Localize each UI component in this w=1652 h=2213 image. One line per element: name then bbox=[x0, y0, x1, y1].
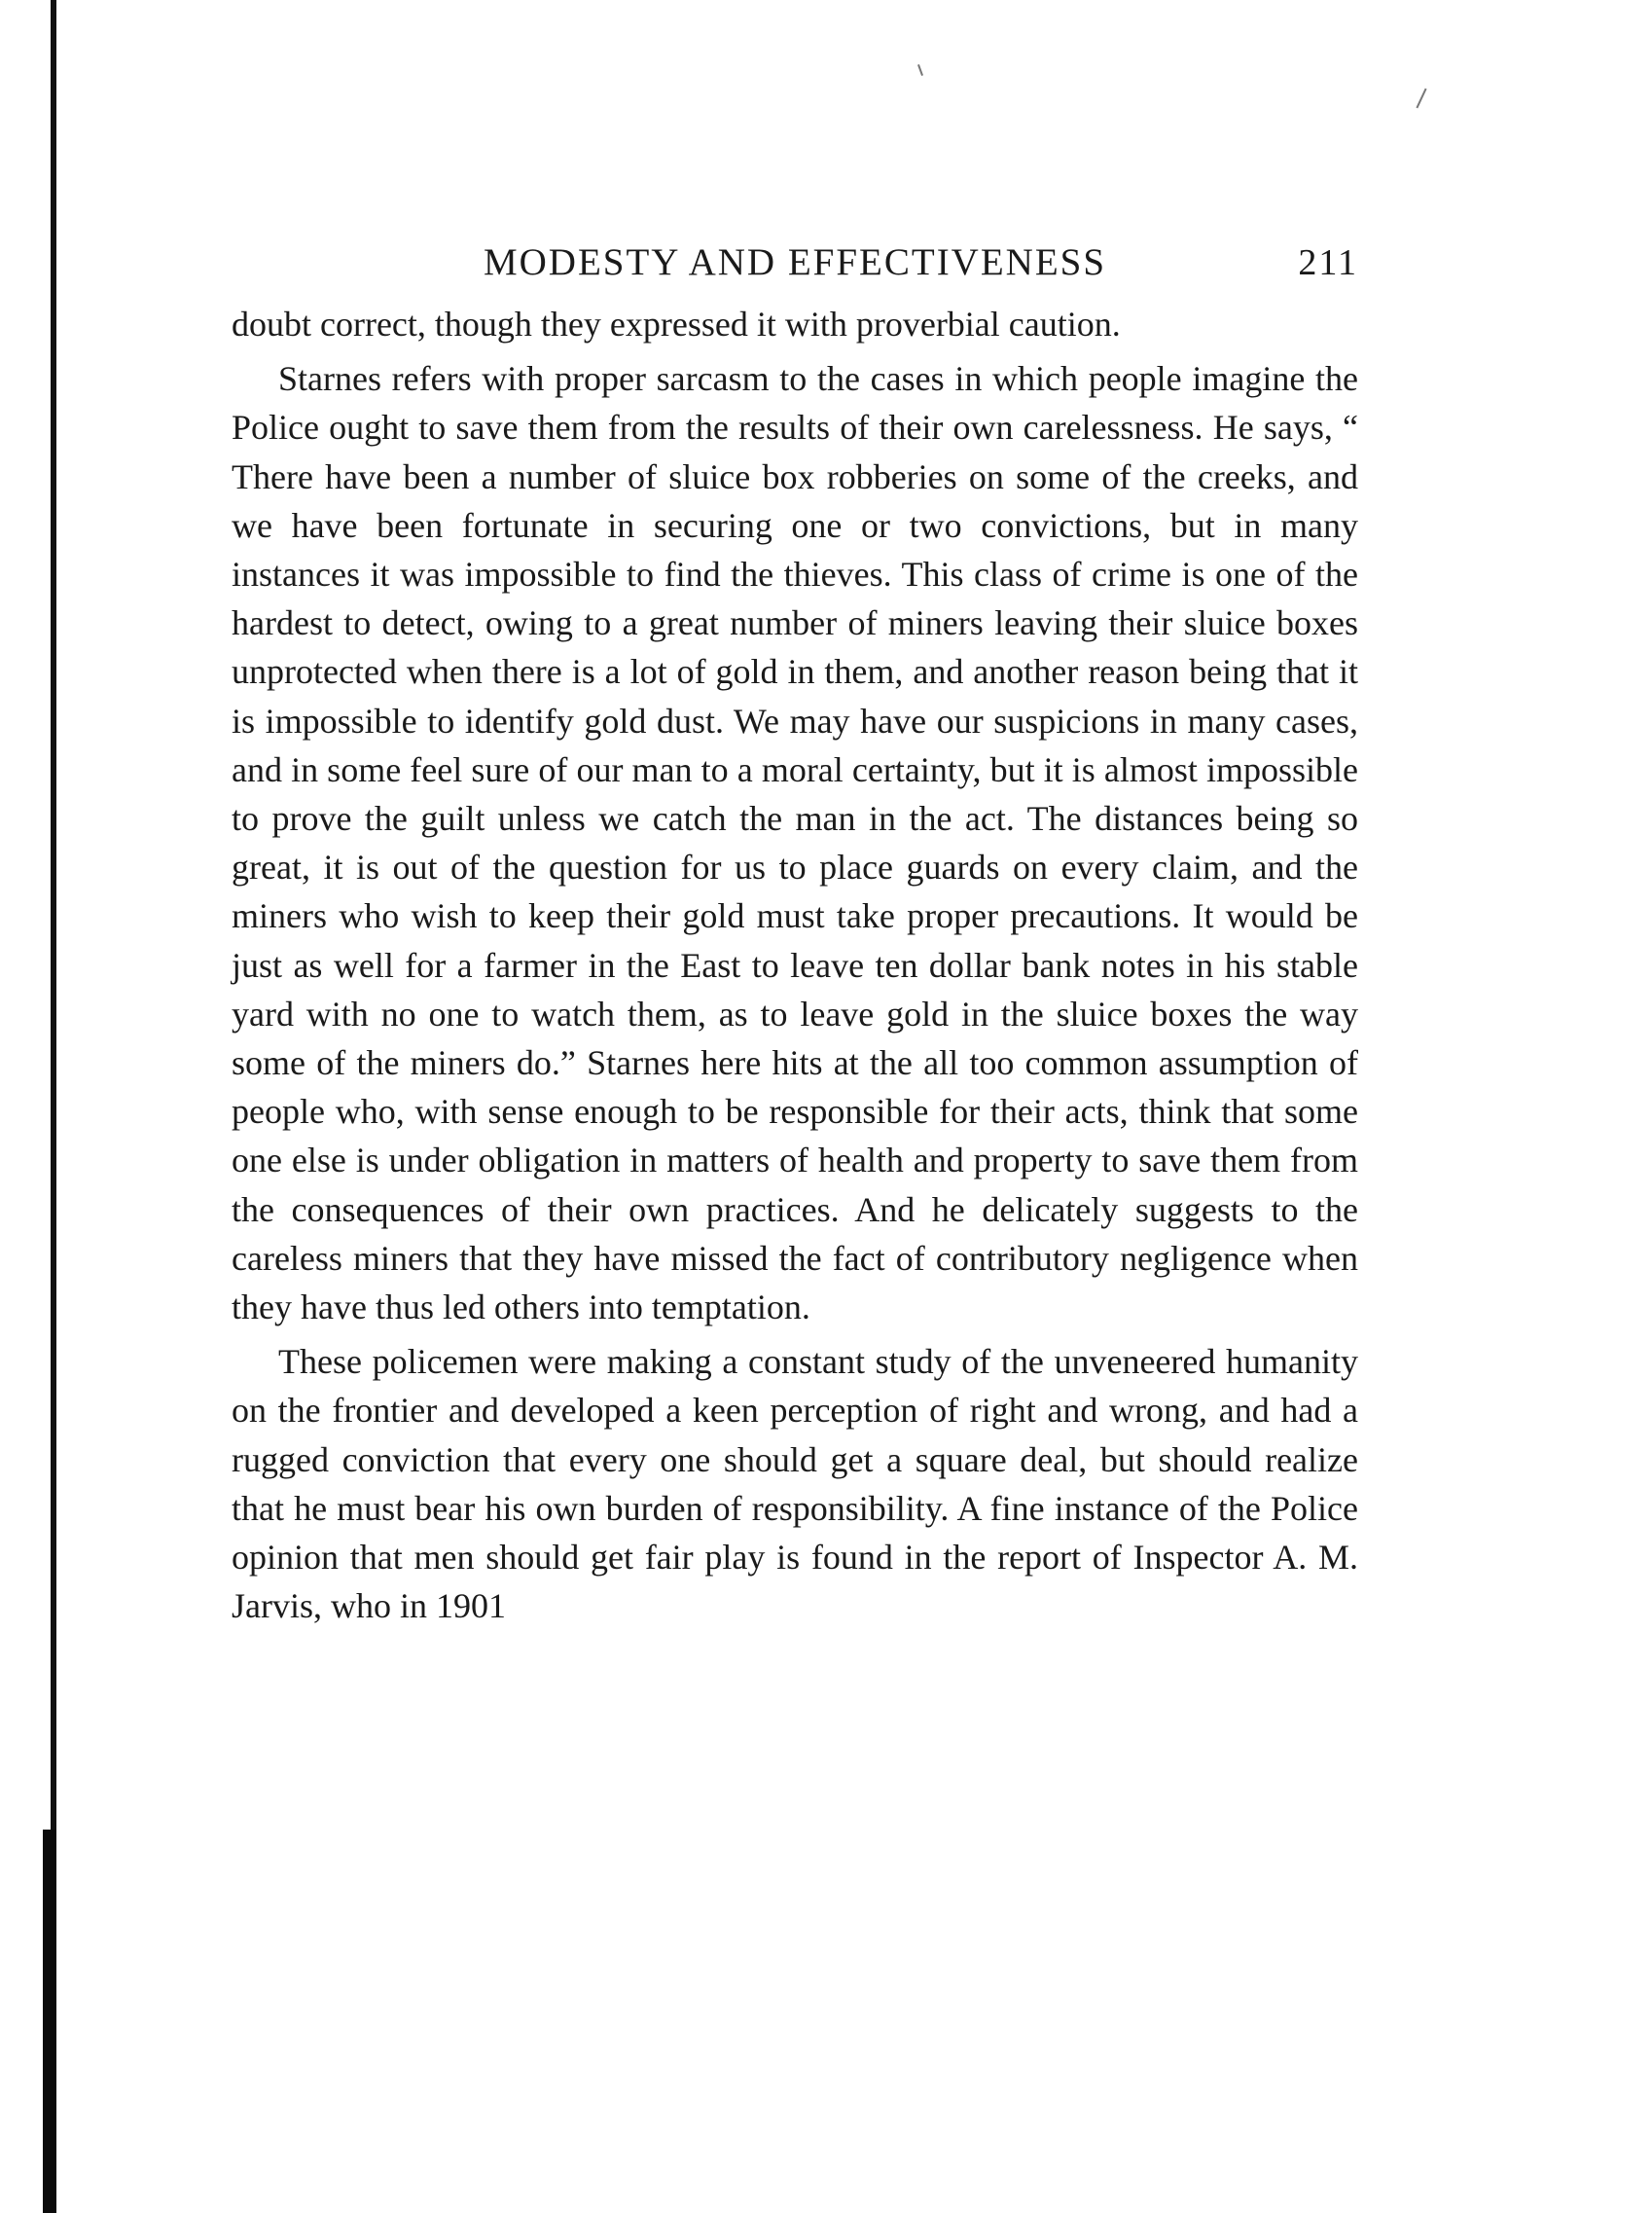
scan-speck bbox=[917, 64, 923, 76]
book-page bbox=[232, 234, 1358, 1630]
page-binding-shadow bbox=[43, 1830, 56, 2213]
paragraph: These policemen were making a constant study of the unveneered humanity on the frontier and developed a keen perception of right and wrong, and had a rugged conviction that every one should get a square deal, but should realize that he must bear his own burden of responsibility. A fine instance of the Police opinion that men should get fair play is found in the report of Inspector A. M. Jarvis, who in 1901 bbox=[232, 1342, 1358, 1626]
running-head bbox=[232, 234, 1358, 292]
paragraph: doubt correct, though they expressed it with proverbial caution. bbox=[232, 305, 1121, 344]
scan-speck bbox=[1416, 89, 1426, 109]
running-title: MODESTY AND EFFECTIVENESS bbox=[483, 241, 1107, 283]
page-number: 211 bbox=[1298, 242, 1358, 283]
body-text bbox=[232, 300, 1358, 1630]
paragraph: Starnes refers with proper sarcasm to the cases in which people imagine the Police ought to save them from the results of their own carelessness. He says, “ There have been a number of sluice box robberies on some of the creeks, and we have been fortunate in securing one or two convictions, but in many instances it was impossible to find the thieves. This class of crime is one of the hardest to detect, owing to a great number of miners leaving their sluice boxes unprotected when there is a lot of gold in them, and another reason being that it is impossible to identify gold dust. We may have our suspicions in many cases, and in some feel sure of our man to a moral certainty, but it is almost impossible to prove the guilt unless we catch the man in the act. The distances being so great, it is out of the question for us to place guards on every claim, and the miners who wish to keep their gold must take proper precautions. It would be just as well for a farmer in the East to leave ten dollar bank notes in his stable yard with no one to watch them, as to leave gold in the sluice boxes the way some of the miners do.” Starnes here hits at the all too common assumption of people who, with sense enough to be responsible for their acts, think that some one else is under obligation in matters of health and property to save them from the consequences of their own practices. And he delicately suggests to the careless miners that they have missed the fact of contributory negligence when they have thus led others into temptation. bbox=[232, 359, 1358, 1327]
